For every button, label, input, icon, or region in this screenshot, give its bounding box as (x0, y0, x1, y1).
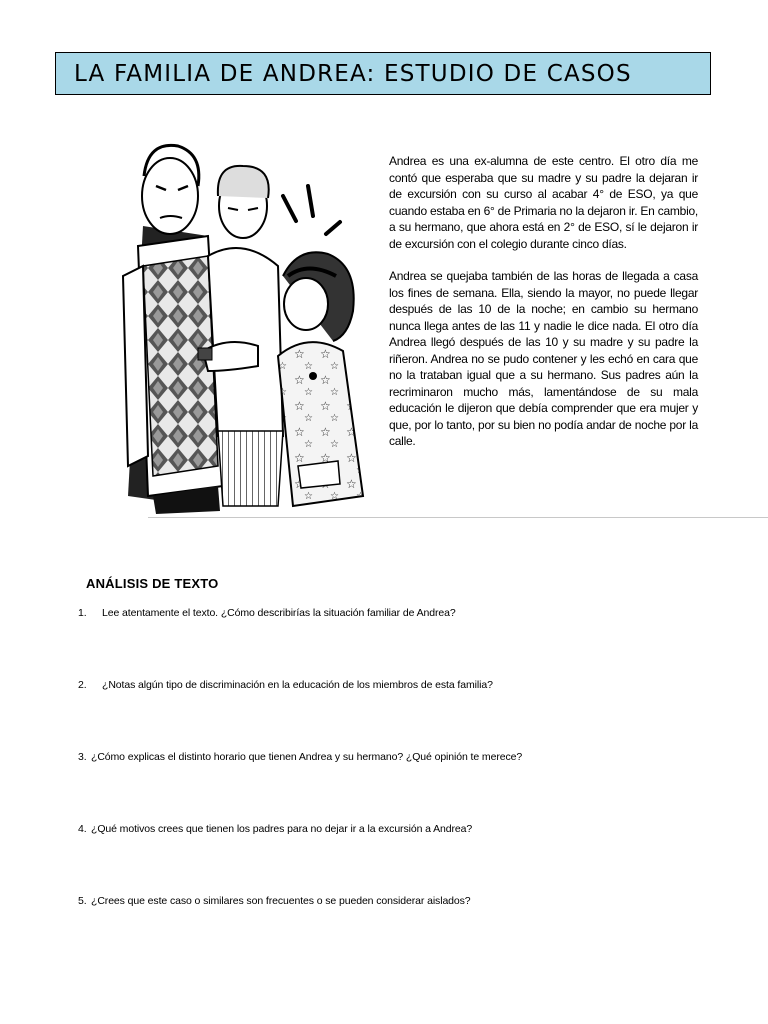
question-2 (78, 679, 493, 691)
question-3 (78, 751, 522, 763)
page-title: LA FAMILIA DE ANDREA: ESTUDIO DE CASOS (74, 60, 632, 87)
title-banner (55, 52, 711, 95)
father-figure (123, 145, 223, 514)
question-text: ¿Cómo explicas el distinto horario que tienen Andrea y su hermano? ¿Qué opinión te merece? (91, 751, 523, 763)
analysis-heading: ANÁLISIS DE TEXTO (86, 576, 219, 591)
story-paragraph-2: Andrea se quejaba también de las horas de llegada a casa los fines de semana. Ella, siendo la mayor, no puede llegar después de las 10 de la noche; en cambio su hermano nunca llega antes de las 11 y nadie le dice nada. El otro día Andrea llegó después de las 10 y su madre y su padre la riñeron. Andrea no se pudo contener y les echó en cara que no la trataban igual que a su hermano. Sus padres aún la recriminaron mucho más, lamentándose de su mala educación le dijeron que debía comprender que era mujer y que, por lo tanto, por su bien no podía andar de noche por la calle. (389, 269, 698, 448)
question-number: 1. (78, 607, 87, 619)
question-number: 2. (78, 679, 87, 691)
family-illustration (108, 136, 378, 516)
case-story (389, 153, 698, 466)
question-text: Lee atentamente el texto. ¿Cómo describirías la situación familiar de Andrea? (102, 607, 456, 619)
andrea-figure (278, 252, 363, 506)
story-paragraph-1: Andrea es una ex-alumna de este centro. El otro día me contó que esperaba que su madre y su padre la dejaran ir de excursión con su curso al acabar 4° de ESO, ya que cuando estaba en 6° de Primaria no la dejaron ir. En cambio, a su hermano, que ahora está en 2° de ESO, sí le dejaron ir de excursión con el colegio durante cinco días. (389, 154, 698, 251)
question-text: ¿Crees que este caso o similares son frecuentes o se pueden considerar aislados? (91, 895, 471, 907)
question-number: 4. (78, 823, 87, 835)
question-text: ¿Notas algún tipo de discriminación en la educación de los miembros de esta familia? (102, 679, 493, 691)
question-5 (78, 895, 471, 907)
question-1 (78, 607, 456, 619)
question-number: 3. (78, 751, 87, 763)
question-number: 5. (78, 895, 87, 907)
question-text: ¿Qué motivos crees que tienen los padres para no dejar ir a la excursión a Andrea? (91, 823, 473, 835)
section-divider (148, 517, 768, 518)
question-4 (78, 823, 472, 835)
